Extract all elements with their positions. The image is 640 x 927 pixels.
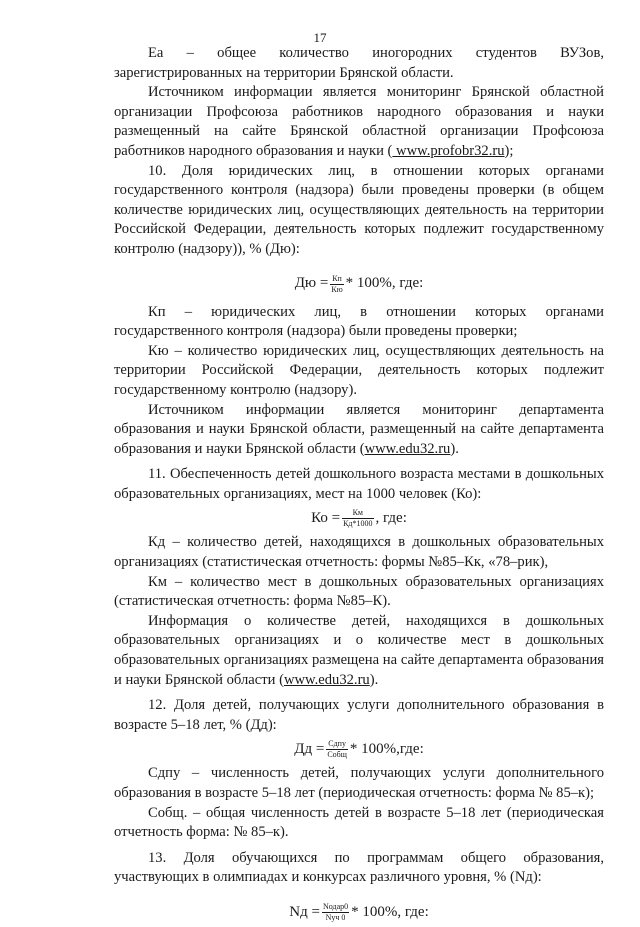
paragraph-ea-definition: Еа – общее количество иногородних студентов ВУЗов, зарегистрированных на территории Брянской области. bbox=[114, 45, 604, 81]
text-span: ). bbox=[450, 440, 459, 457]
paragraph-item-13: 13. Доля обучающихся по программам общего образования, участвующих в олимпиадах и конкурсах различного уровня, % (Nд): bbox=[114, 849, 604, 886]
paragraph-kd-definition: Кд – количество детей, находящихся в дошкольных образовательных организациях (статистическая отчетность: формы №85–Кк, «78–рик), bbox=[114, 534, 604, 571]
paragraph-item-12: 12. Доля детей, получающих услуги дополнительного образования в возрасте 5–18 лет, % (Дд): bbox=[114, 697, 604, 733]
paragraph-preschool-info bbox=[114, 612, 604, 690]
paragraph-item-10: 10. Доля юридических лиц, в отношении которых органами государственного контроля (надзора) были проведены проверки (в общем количестве юридических лиц, осуществляющих деятельность на территории Российской Федерации, деятельность которых подлежит государственному контролю (надзору)), % (Дю): bbox=[114, 162, 604, 257]
formula-fraction bbox=[342, 508, 373, 529]
text-span: Информация о количестве детей, находящихся в дошкольных образовательных организациях и о количестве мест в дошкольных образовательных организациях размещена на сайте департамента образования и науки Брянской области ( bbox=[114, 612, 604, 688]
paragraph-kyu-definition: Кю – количество юридических лиц, осуществляющих деятельность на территории Российской Федерации, деятельность которых подлежит государственному контролю (надзору). bbox=[114, 342, 604, 398]
formula-rhs: , где: bbox=[375, 510, 407, 527]
formula-denominator: Кю bbox=[331, 284, 343, 294]
formula-rhs: * 100%, где: bbox=[345, 275, 424, 292]
formula-lhs: Nд = bbox=[289, 903, 320, 920]
formula-fraction bbox=[322, 902, 349, 923]
formula-numerator: Км bbox=[352, 508, 363, 518]
paragraph-km-definition: Км – количество мест в дошкольных образовательных организациях (статистическая отчетность: форма №85–К). bbox=[114, 573, 604, 610]
formula-denominator: Nуч 0 bbox=[322, 912, 349, 923]
paragraph-edu-source bbox=[114, 401, 604, 460]
formula-dyu bbox=[114, 274, 604, 295]
paragraph-item-11: 11. Обеспеченность детей дошкольного возраста местами в дошкольных образовательных организациях, мест на 1000 человек (Ко): bbox=[114, 466, 604, 502]
formula-ko bbox=[114, 508, 604, 529]
formula-denominator: Кд*1000 bbox=[343, 519, 373, 529]
paragraph-sdpu-definition: Сдпу – численность детей, получающих услуги дополнительного образования в возрасте 5–18 лет (периодическая отчетность: форма № 85–к); bbox=[114, 765, 604, 801]
formula-lhs: Ко = bbox=[311, 510, 341, 527]
formula-numerator: Сдпу bbox=[328, 739, 346, 749]
paragraph-kp-definition: Кп – юридических лиц, в отношении которых органами государственного контроля (надзора) были проведены проверки; bbox=[114, 303, 604, 340]
edu32-link[interactable]: www.edu32.ru bbox=[364, 440, 451, 457]
page-content bbox=[114, 44, 604, 927]
formula-lhs: Дд = bbox=[294, 741, 325, 758]
edu32-link[interactable]: www.edu32.ru bbox=[283, 671, 370, 688]
formula-lhs: Дю = bbox=[294, 275, 329, 292]
formula-denominator: Собщ bbox=[327, 750, 347, 760]
formula-dd bbox=[114, 739, 604, 760]
formula-rhs: * 100%,где: bbox=[349, 741, 424, 758]
profobr-link[interactable]: www.profobr32.ru bbox=[392, 142, 505, 159]
text-span: Источником информации является мониторинг Брянской областной организации Профсоюза работников народного образования и науки размещенный на сайте Брянской областной организации Профсоюза работников народного образования и науки ( bbox=[114, 84, 604, 159]
formula-numerator: Nодар0 bbox=[322, 901, 349, 911]
formula-fraction bbox=[330, 274, 343, 295]
text-span: ). bbox=[369, 671, 379, 688]
formula-fraction bbox=[326, 739, 348, 760]
formula-nd bbox=[114, 902, 604, 923]
formula-numerator: Кп bbox=[332, 273, 342, 283]
paragraph-sobsch-definition: Собщ. – общая численность детей в возрасте 5–18 лет (периодическая отчетность форма: № 85–к). bbox=[114, 804, 604, 841]
paragraph-profobr-source bbox=[114, 83, 604, 161]
text-span: ); bbox=[504, 142, 514, 159]
text-span: Источником информации является мониторинг департамента образования и науки Брянской области, размещенный на сайте департамента образования и науки Брянской области ( bbox=[114, 401, 604, 457]
page-number: 17 bbox=[313, 30, 327, 45]
formula-rhs: * 100%, где: bbox=[351, 903, 429, 920]
